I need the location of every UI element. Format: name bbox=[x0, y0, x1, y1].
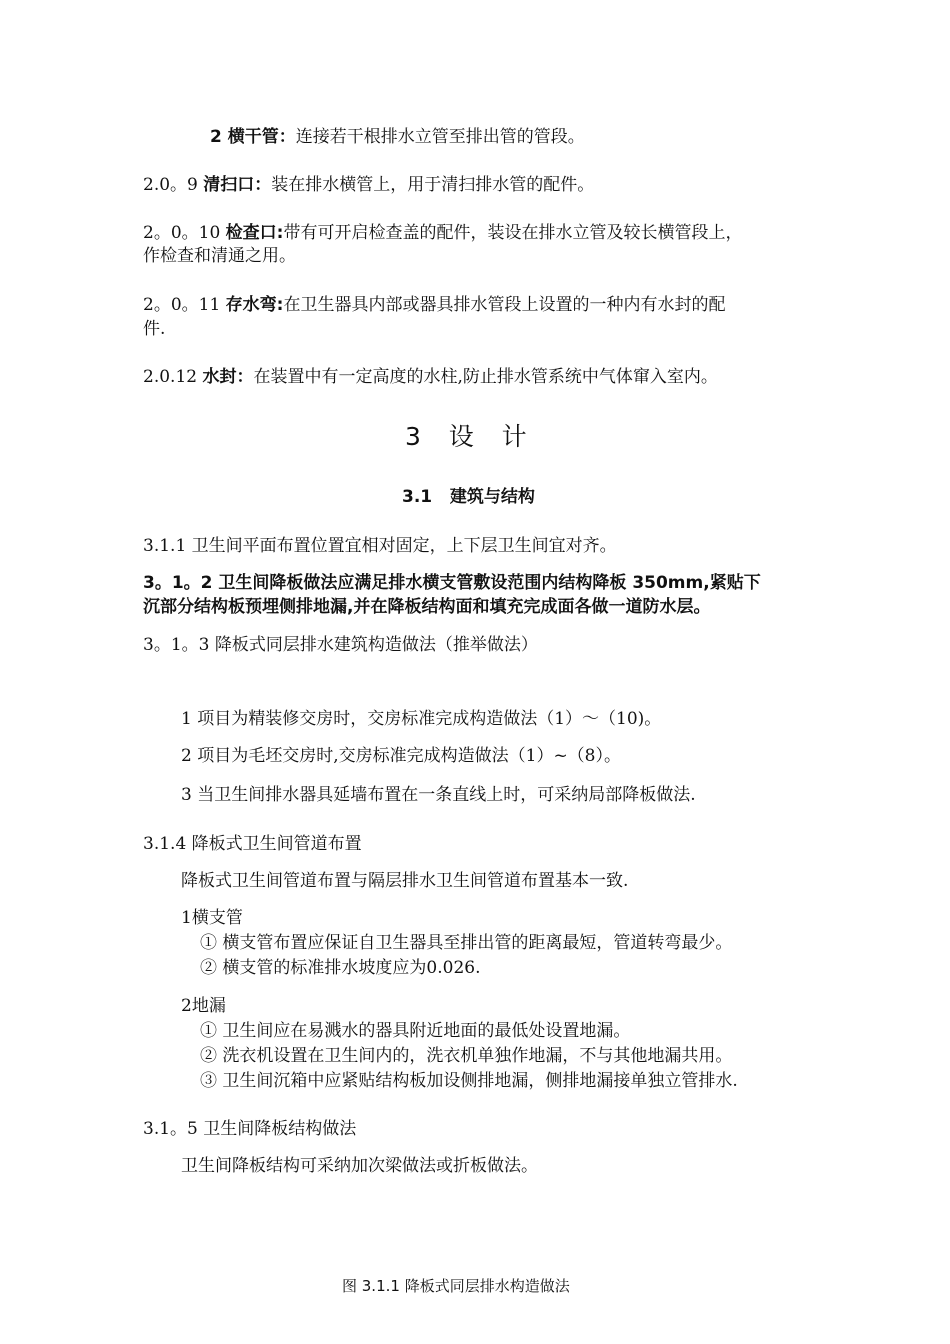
definition-number: 2.0.12 bbox=[143, 367, 203, 387]
definition-term: 清扫口： bbox=[203, 175, 272, 195]
subsection-title: 3.1 建筑与结构 bbox=[402, 487, 535, 507]
clause-3-1-5-text: 卫生间降板结构可采纳加次梁做法或折板做法。 bbox=[181, 1156, 538, 1176]
definition-term: 水封： bbox=[202, 367, 254, 387]
clause-3-1-4-floor-drain-item-3: ③ 卫生间沉箱中应紧贴结构板加设侧排地漏，侧排地漏接单独立管排水. bbox=[200, 1071, 738, 1091]
definition-horizontal-main-pipe bbox=[210, 126, 585, 148]
definition-text: 连接若干根排水立管至排出管的管段。 bbox=[295, 127, 585, 147]
clause-3-1-5: 3.1。5 卫生间降板结构做法 bbox=[143, 1119, 357, 1139]
definition-number: 2。0。10 bbox=[143, 223, 226, 243]
clause-3-1-4-heading-floor-drain: 2地漏 bbox=[181, 996, 226, 1016]
definition-text: 在装置中有一定高度的水柱,防止排水管系统中气体窜入室内。 bbox=[253, 367, 718, 387]
clause-3-1-4-branch-pipe-item-2: ② 横支管的标准排水坡度应为0.026. bbox=[200, 958, 481, 978]
definition-number: 2.0。9 bbox=[143, 175, 204, 195]
clause-3-1-4-intro: 降板式卫生间管道布置与隔层排水卫生间管道布置基本一致. bbox=[181, 871, 629, 891]
definition-text: 在卫生器具内部或器具排水管段上设置的一种内有水封的配 bbox=[283, 295, 726, 315]
clause-3-1-3-item-2: 2 项目为毛坯交房时,交房标准完成构造做法（1）~（8）。 bbox=[181, 746, 621, 766]
definition-term: 横干管： bbox=[227, 127, 296, 147]
clause-3-1-1: 3.1.1 卫生间平面布置位置宜相对固定，上下层卫生间宜对齐。 bbox=[143, 536, 617, 556]
definition-number: 2 bbox=[210, 127, 228, 147]
clause-3-1-4-floor-drain-item-2: ② 洗衣机设置在卫生间内的，洗衣机单独作地漏，不与其他地漏共用。 bbox=[200, 1046, 733, 1066]
definition-water-seal bbox=[143, 366, 718, 388]
clause-3-1-4: 3.1.4 降板式卫生间管道布置 bbox=[143, 834, 362, 854]
figure-caption: 图 3.1.1 降板式同层排水构造做法 bbox=[342, 1277, 570, 1295]
definition-cleanout bbox=[143, 174, 594, 196]
clause-3-1-3: 3。1。3 降板式同层排水建筑构造做法（推举做法） bbox=[143, 635, 538, 655]
clause-3-1-2-line1: 3。1。2 卫生间降板做法应满足排水横支管敷设范围内结构降板 350mm,紧贴下 bbox=[143, 573, 761, 593]
definition-trap-cont: 件. bbox=[143, 319, 166, 339]
definition-inspection-port-cont: 作检查和清通之用。 bbox=[143, 246, 296, 266]
definition-trap bbox=[143, 294, 725, 316]
clause-3-1-4-branch-pipe-item-1: ① 横支管布置应保证自卫生器具至排出管的距离最短，管道转弯最少。 bbox=[200, 933, 733, 953]
clause-3-1-2-line2: 沉部分结构板预埋侧排地漏,并在降板结构面和填充完成面各做一道防水层。 bbox=[143, 597, 711, 617]
clause-3-1-3-item-3: 3 当卫生间排水器具延墙布置在一条直线上时，可采纳局部降板做法. bbox=[181, 785, 696, 805]
clause-3-1-4-heading-branch-pipe: 1横支管 bbox=[181, 908, 243, 928]
clause-3-1-3-item-1: 1 项目为精装修交房时，交房标准完成构造做法（1）～（10)。 bbox=[181, 709, 662, 729]
section-title: 3 设 计 bbox=[405, 422, 528, 451]
clause-3-1-4-floor-drain-item-1: ① 卫生间应在易溅水的器具附近地面的最低处设置地漏。 bbox=[200, 1021, 631, 1041]
definition-inspection-port bbox=[143, 222, 742, 244]
definition-term: 检查口: bbox=[225, 223, 284, 243]
definition-text: 带有可开启检查盖的配件，装设在排水立管及较长横管段上， bbox=[283, 223, 743, 243]
definition-term: 存水弯: bbox=[225, 295, 284, 315]
definition-number: 2。0。11 bbox=[143, 295, 226, 315]
definition-text: 装在排水横管上，用于清扫排水管的配件。 bbox=[271, 175, 595, 195]
